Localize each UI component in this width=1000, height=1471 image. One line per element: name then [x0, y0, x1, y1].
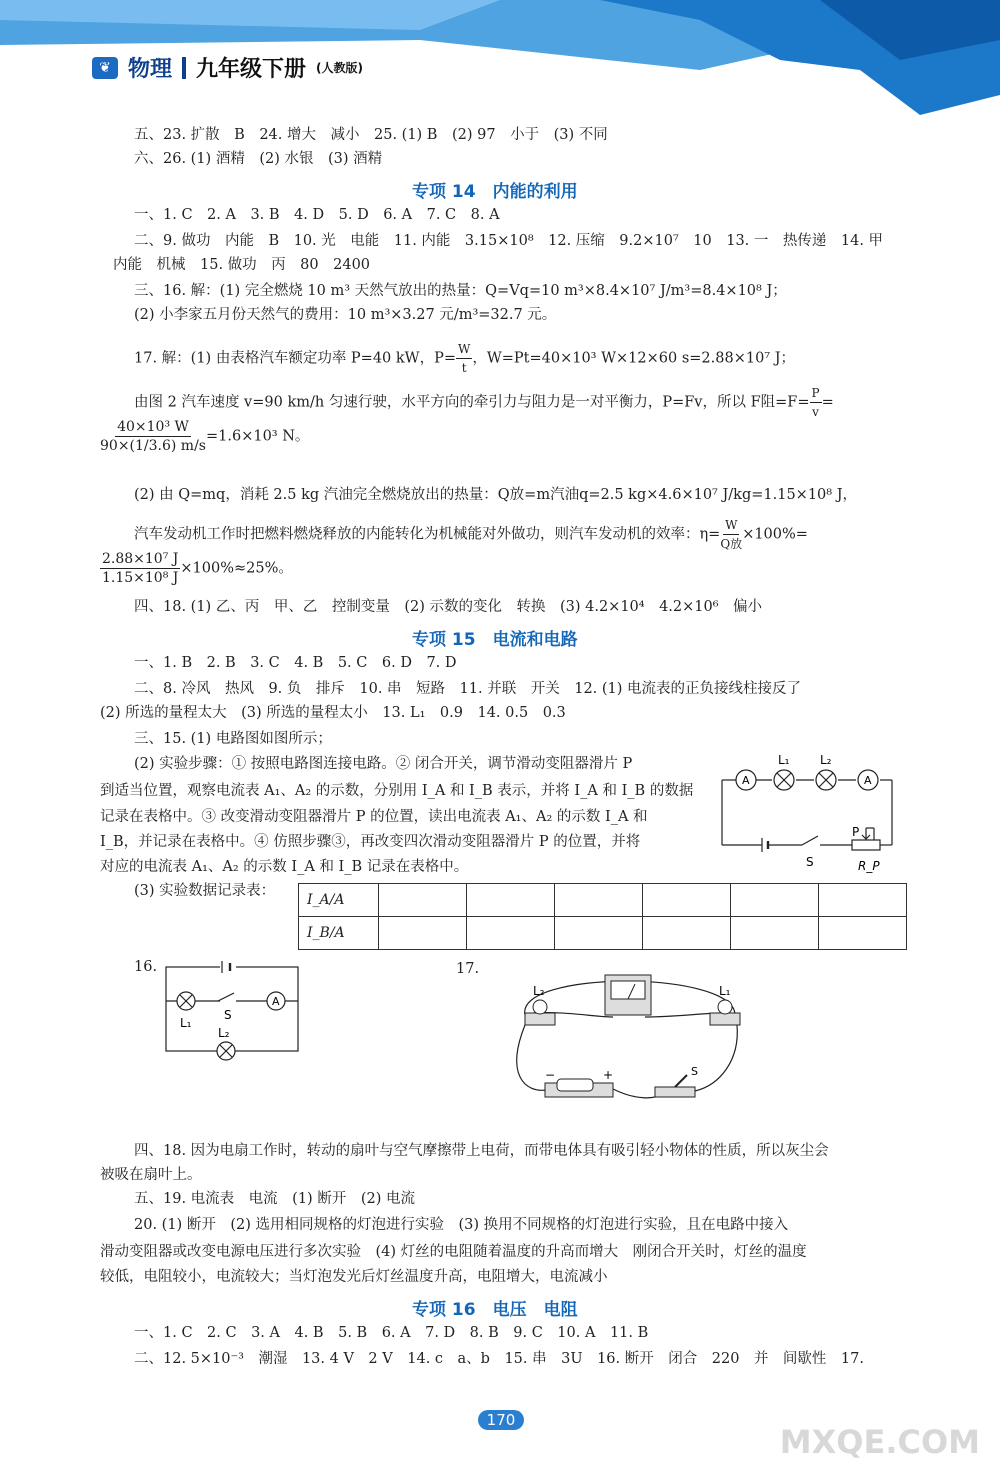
answer-line: 五、23. 扩散 B 24. 增大 减小 25. (1) B (2) 97 小于 (3) 不同 — [134, 127, 608, 143]
answer-line: 内能 机械 15. 做功 丙 80 2400 — [113, 257, 371, 273]
answer-line: 一、1. C 2. A 3. B 4. D 5. D 6. A 7. C 8. A — [134, 207, 500, 223]
table-row — [299, 917, 907, 950]
battery-minus-label: − — [545, 1068, 556, 1082]
switch-s-label: S — [806, 855, 814, 869]
figure-label: 17. — [456, 961, 480, 977]
ammeter-a2-label: A — [864, 774, 872, 787]
table-row — [299, 884, 907, 917]
circuit-diagram-16 — [160, 955, 305, 1065]
section-title: 专项 15 电流和电路 — [412, 630, 578, 650]
answer-line: 到适当位置，观察电流表 A₁、A₂ 的示数，分别用 I_A 和 I_B 表示，并将 I_A 和 I_B 的数据 — [100, 783, 694, 799]
watermark: MXQE.COM — [779, 1423, 980, 1461]
fraction: $\frac{\text{2.88×10⁷ J}}{\text{1.15×10⁸ J}}$ — [102, 551, 179, 586]
answer-line: 20. (1) 断开 (2) 选用相同规格的灯泡进行实验 (3) 换用不同规格的灯泡进行实验，且在电路中接入 — [134, 1217, 789, 1233]
switch-s-label: S — [224, 1008, 232, 1022]
table-cell — [467, 884, 555, 917]
answer-line: 二、12. 5×10⁻³ 潮湿 13. 4 V 2 V 14. c a、b 15. 串 3U 16. 断开 闭合 220 并 间歇性 17. — [134, 1351, 864, 1367]
answer-line: 由图 2 汽车速度 v=90 km/h 匀速行驶，水平方向的牵引力与阻力是一对平衡力，P=Fv，所以 F阻=F= $\frac{P}{v}$ = — [134, 386, 834, 419]
answer-text: ，W=Pt=40×10³ W×12×60 s=2.88×10⁷ J； — [472, 350, 796, 367]
table-cell — [731, 884, 819, 917]
answer-line: 一、1. B 2. B 3. C 4. B 5. C 6. D 7. D — [134, 655, 457, 671]
page-header — [0, 0, 1000, 115]
lamp-l1-label: L₁ — [719, 984, 731, 998]
fraction: $\frac{P}{v}$ — [811, 386, 820, 419]
table-cell — [819, 884, 907, 917]
grade-label: 九年级下册 — [196, 57, 307, 82]
answer-line: 汽车发动机工作时把燃料燃烧释放的内能转化为机械能对外做功，则汽车发动机的效率：η= $\frac{W}{\text{Q放}}$ ×100%= — [134, 518, 808, 551]
table-cell — [819, 917, 907, 950]
answer-line: 较低，电阻较小，电流较大；当灯泡发光后灯丝温度升高，电阻增大，电流减小 — [100, 1269, 608, 1285]
figure-label: 16. — [134, 959, 158, 975]
lamp-l2-label: L₂ — [820, 753, 832, 767]
answer-line: (2) 小李家五月份天然气的费用：10 m³×3.27 元/m³=32.7 元。 — [134, 307, 557, 323]
battery-plus-label: + — [603, 1068, 614, 1082]
answer-text: 17. 解：(1) 由表格汽车额定功率 P=40 kW，P= — [134, 350, 456, 367]
leaf-logo-icon: ❦ — [92, 57, 118, 79]
answer-line: 六、26. (1) 酒精 (2) 水银 (3) 酒精 — [134, 151, 383, 167]
rheostat-label: R_P — [858, 859, 880, 873]
table-header-cell: I_A/A — [299, 884, 379, 917]
answer-line: 三、16. 解：(1) 完全燃烧 10 m³ 天然气放出的热量：Q=Vq=10 m³×8.4×10⁷ J/m³=8.4×10⁸ J； — [134, 283, 787, 299]
table-cell — [467, 917, 555, 950]
answer-line: (2) 所选的量程太大 (3) 所选的量程太小 13. L₁ 0.9 14. 0.5 0.3 — [100, 705, 566, 721]
table-cell — [643, 884, 731, 917]
lamp-l1-label: L₁ — [180, 1016, 192, 1030]
answer-text: 由图 2 汽车速度 v=90 km/h 匀速行驶，水平方向的牵引力与阻力是一对平衡力，P=Fv，所以 F阻=F= — [134, 394, 810, 411]
switch-s-label: S — [691, 1065, 698, 1078]
page-number: 170 — [478, 1410, 524, 1430]
ammeter-a1-label: A — [742, 774, 750, 787]
answer-line: 被吸在扇叶上。 — [100, 1167, 202, 1183]
table-cell — [555, 917, 643, 950]
title-divider — [182, 57, 186, 79]
answer-line: 滑动变阻器或改变电源电压进行多次实验 (4) 灯丝的电阻随着温度的升高而增大 刚闭合开关时，灯丝的温度 — [100, 1244, 807, 1260]
table-cell — [731, 917, 819, 950]
lamp-l2-label: L₂ — [218, 1026, 230, 1040]
circuit-diagram-15 — [712, 750, 912, 880]
section-title: 专项 16 电压 电阻 — [412, 1300, 578, 1320]
answer-line: I_B，并记录在表格中。④ 仿照步骤③，再改变四次滑动变阻器滑片 P 的位置，并将 — [100, 834, 641, 850]
answer-line: 五、19. 电流表 电流 (1) 断开 (2) 电流 — [134, 1191, 415, 1207]
edition-label: (人教版) — [316, 61, 364, 75]
answer-line: (2) 由 Q=mq，消耗 2.5 kg 汽油完全燃烧放出的热量：Q放=m汽油q=2.5 kg×4.6×10⁷ J/kg=1.15×10⁸ J， — [134, 487, 858, 503]
lamp-l1-label: L₁ — [778, 753, 790, 767]
table-cell — [379, 884, 467, 917]
answer-line — [134, 340, 795, 377]
table-header-cell: I_B/A — [299, 917, 379, 950]
subject-label: 物理 — [128, 57, 173, 82]
answer-line: 四、18. (1) 乙、丙 甲、乙 控制变量 (2) 示数的变化 转换 (3) 4.2×10⁴ 4.2×10⁶ 偏小 — [134, 599, 763, 615]
answer-line: 一、1. C 2. C 3. A 4. B 5. B 6. A 7. D 8. B 9. C 10. A 11. B — [134, 1325, 649, 1341]
circuit-diagram-17 — [505, 965, 755, 1110]
table-cell — [379, 917, 467, 950]
section-title: 专项 14 内能的利用 — [412, 182, 578, 202]
table-cell — [555, 884, 643, 917]
table-cell — [643, 917, 731, 950]
ammeter-label: A — [272, 995, 280, 1008]
answer-line: $\frac{\text{40×10³ W}}{90\times(1/3.6) m/s}$ =1.6×10³ N。 — [100, 419, 310, 454]
data-record-table — [298, 883, 907, 950]
answer-line: (3) 实验数据记录表： — [134, 883, 276, 899]
answer-line: 四、18. 因为电扇工作时，转动的扇叶与空气摩擦带上电荷，而带电体具有吸引轻小物体的性质，所以灰尘会 — [134, 1143, 829, 1159]
answer-line: 记录在表格中。③ 改变滑动变阻器滑片 P 的位置，读出电流表 A₁、A₂ 的示数 I_A 和 — [100, 809, 648, 825]
answer-line: 二、8. 冷风 热风 9. 负 排斥 10. 串 短路 11. 并联 开关 12. (1) 电流表的正负接线柱接反了 — [134, 681, 802, 697]
slider-p-label: P — [852, 825, 860, 839]
fraction: $\frac{W}{t}$ — [458, 342, 471, 375]
answer-line: 三、15. (1) 电路图如图所示； — [134, 731, 332, 747]
header-title — [92, 52, 363, 83]
lamp-l2-label: L₂ — [533, 984, 545, 998]
answer-line: 对应的电流表 A₁、A₂ 的示数 I_A 和 I_B 记录在表格中。 — [100, 859, 469, 875]
answer-line: $\frac{\text{2.88×10⁷ J}}{\text{1.15×10⁸ J}}$ ×100%≈25%。 — [102, 551, 293, 586]
answer-line: (2) 实验步骤：① 按照电路图连接电路。② 闭合开关，调节滑动变阻器滑片 P — [134, 756, 633, 772]
answer-line: 二、9. 做功 内能 B 10. 光 电能 11. 内能 3.15×10⁸ 12. 压缩 9.2×10⁷ 10 13. 一 热传递 14. 甲 — [134, 233, 884, 249]
fraction: $\frac{\text{40×10³ W}}{90\times(1/3.6) m/s}$ — [100, 419, 206, 454]
fraction: $\frac{W}{\text{Q放}}$ — [720, 518, 743, 551]
